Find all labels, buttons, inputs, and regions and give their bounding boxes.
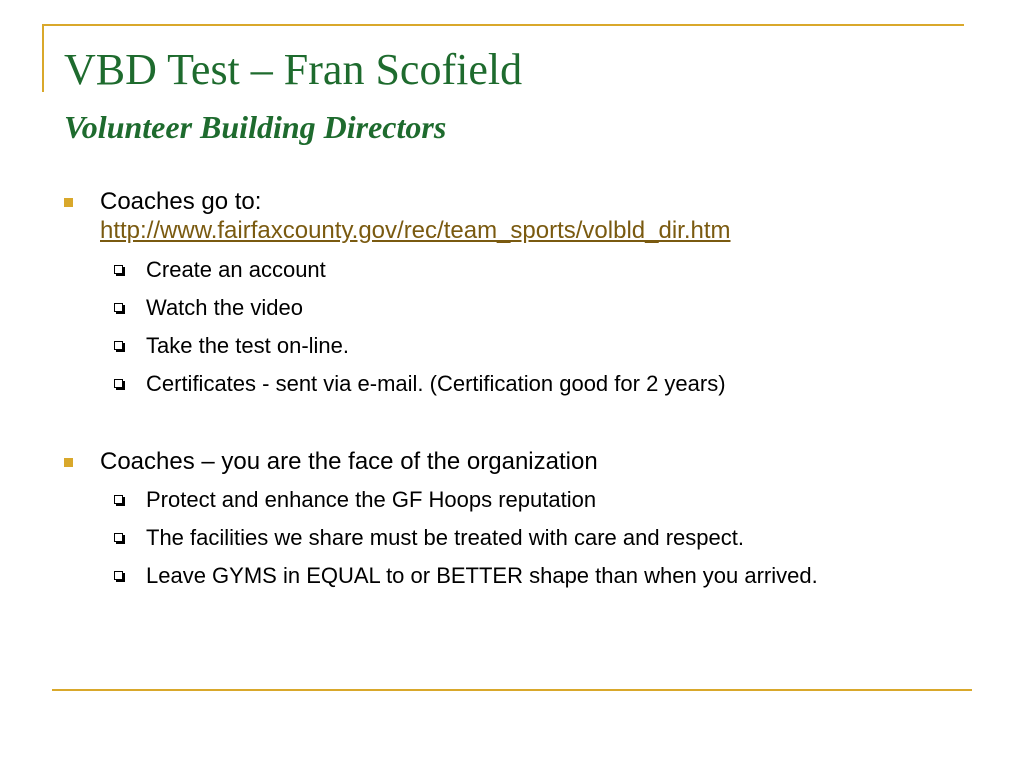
checkbox-bullet-icon xyxy=(114,265,123,274)
list-item-text: Take the test on-line. xyxy=(146,333,350,358)
list-item-text: The facilities we share must be treated with care and respect. xyxy=(146,525,744,550)
list-item xyxy=(146,370,966,398)
bullet-text: Coaches go to: xyxy=(100,188,262,215)
list-item xyxy=(146,562,936,590)
checkbox-bullet-icon xyxy=(114,495,123,504)
list-item xyxy=(146,256,966,284)
bullet-coaches-go-to xyxy=(100,187,980,245)
top-rule xyxy=(42,24,964,26)
list-item xyxy=(146,486,966,514)
list-item xyxy=(146,524,966,552)
left-rule xyxy=(42,24,44,92)
list-item xyxy=(146,294,966,322)
list-item-text: Create an account xyxy=(146,257,326,282)
list-item-text: Leave GYMS in EQUAL to or BETTER shape than when you arrived. xyxy=(146,563,818,588)
list-item-text: Watch the video xyxy=(146,295,303,320)
checkbox-bullet-icon xyxy=(114,571,123,580)
checkbox-bullet-icon xyxy=(114,303,123,312)
square-bullet-icon xyxy=(64,198,73,207)
checkbox-bullet-icon xyxy=(114,379,123,388)
volunteer-building-directors-link[interactable]: http://www.fairfaxcounty.gov/rec/team_sports/volbld_dir.htm xyxy=(100,217,731,244)
bottom-rule xyxy=(52,689,972,691)
checkbox-bullet-icon xyxy=(114,341,123,350)
slide-title: VBD Test – Fran Scofield xyxy=(64,45,523,94)
checkbox-bullet-icon xyxy=(114,533,123,542)
slide-subtitle: Volunteer Building Directors xyxy=(64,109,447,145)
list-item-text: Protect and enhance the GF Hoops reputation xyxy=(146,487,597,512)
bullet-face-of-organization xyxy=(100,447,980,476)
list-item-text: Certificates - sent via e-mail. (Certification good for 2 years) xyxy=(146,371,726,396)
list-item xyxy=(146,332,966,360)
bullet-text: Coaches – you are the face of the organization xyxy=(100,448,598,475)
square-bullet-icon xyxy=(64,458,73,467)
